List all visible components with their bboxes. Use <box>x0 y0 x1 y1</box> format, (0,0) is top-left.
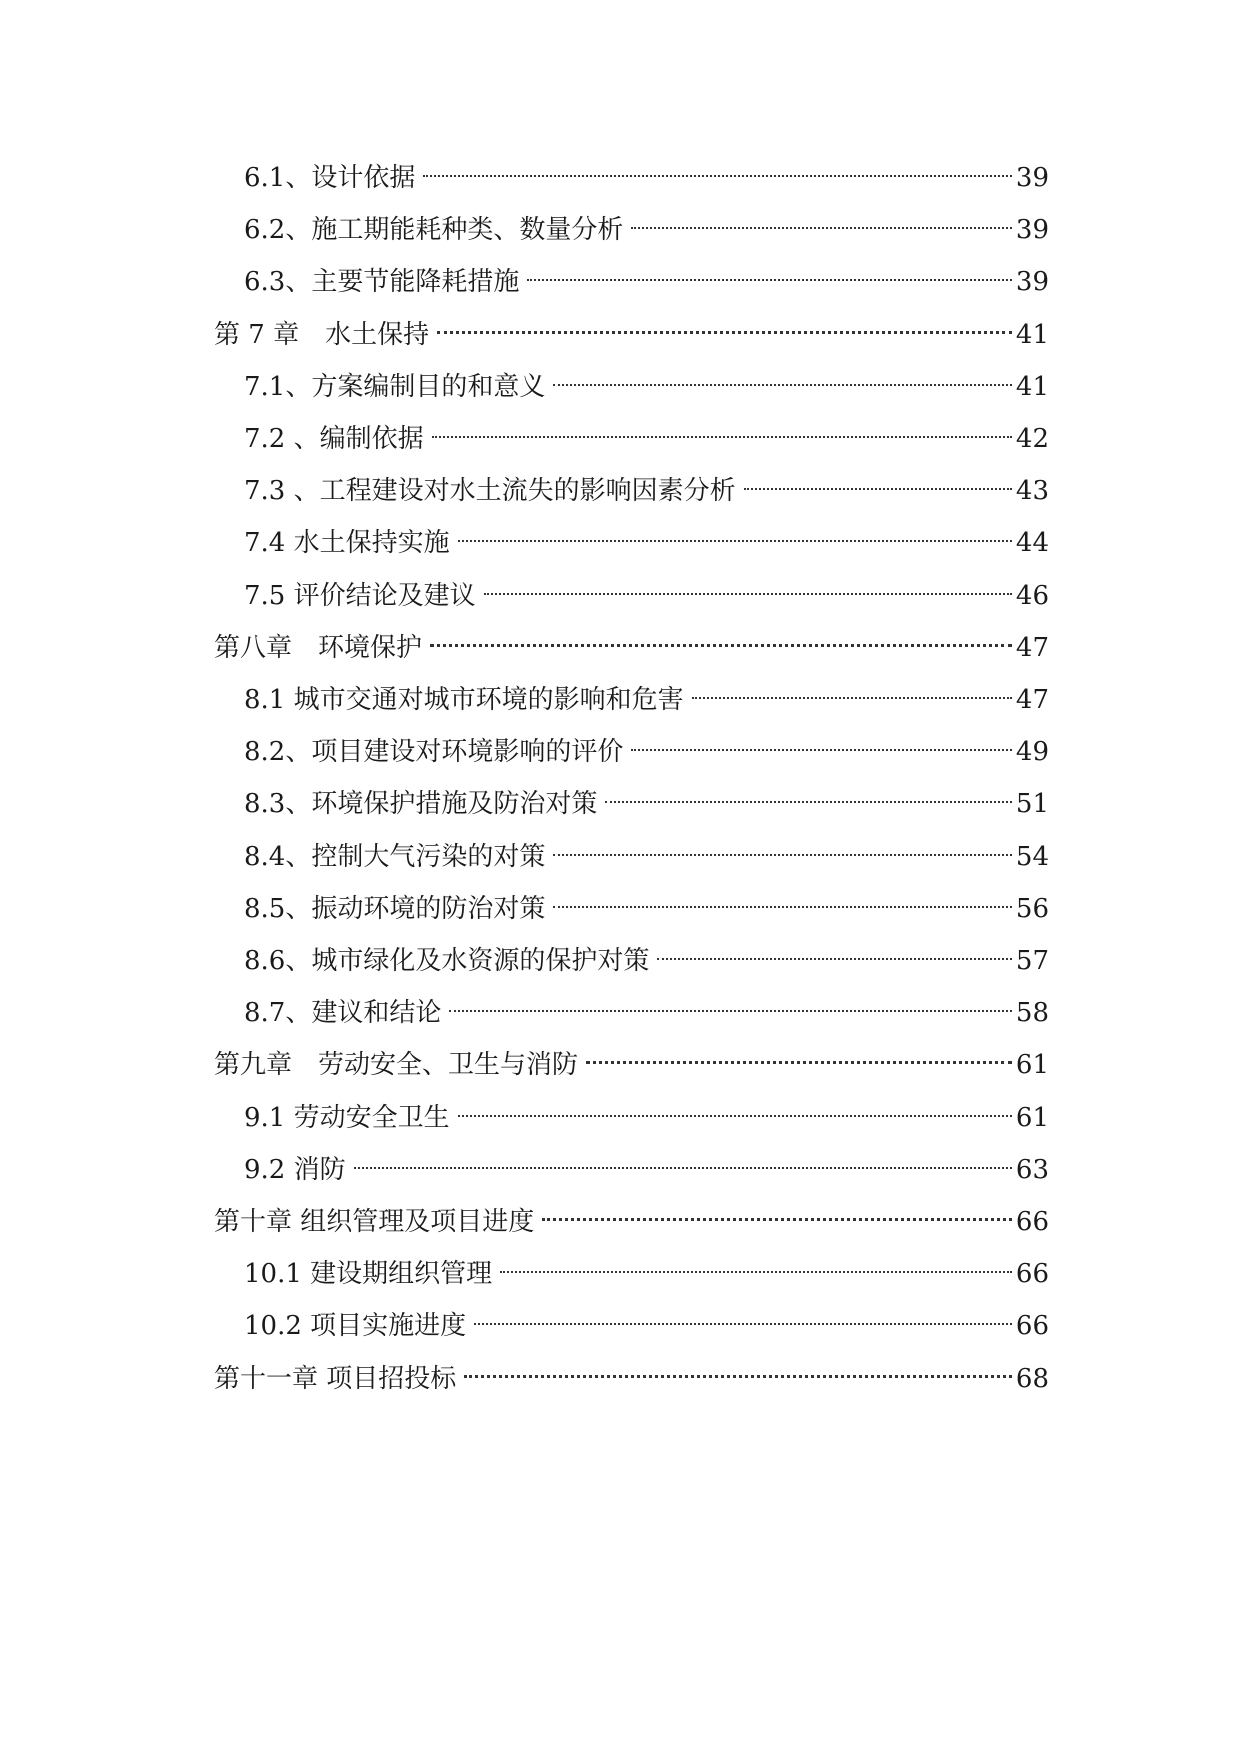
toc-chapter-entry <box>214 1190 1049 1237</box>
toc-entry-title: 第九章 劳动安全、卫生与消防 <box>214 1050 579 1081</box>
toc-page-number: 41 <box>1015 319 1049 350</box>
toc-page-number: 41 <box>1015 371 1049 402</box>
toc-section-entry <box>244 981 1049 1029</box>
toc-section-entry <box>244 1242 1049 1290</box>
toc-page-number: 61 <box>1015 1050 1049 1081</box>
toc-page-number: 66 <box>1015 1311 1049 1342</box>
toc-page-number: 56 <box>1015 893 1049 924</box>
toc-dot-leader <box>553 877 1012 917</box>
toc-page-number: 42 <box>1015 424 1049 454</box>
toc-page-number: 58 <box>1015 998 1049 1029</box>
toc-entry-title: 7.1、方案编制目的和意义 <box>244 371 546 402</box>
toc-page-number: 43 <box>1015 476 1049 507</box>
toc-chapter-entry <box>214 616 1049 663</box>
toc-dot-leader <box>458 1086 1012 1126</box>
toc-entry-title: 第十一章 项目招投标 <box>214 1363 457 1394</box>
toc-dot-leader <box>744 459 1012 499</box>
toc-section-entry <box>244 772 1049 820</box>
toc-dot-leader <box>586 1033 1012 1073</box>
toc-entry-title: 6.2、施工期能耗种类、数量分析 <box>244 215 624 246</box>
toc-entry-title: 10.1 建设期组织管理 <box>244 1259 493 1290</box>
toc-page-number: 39 <box>1015 267 1049 298</box>
toc-page-number: 39 <box>1015 163 1049 193</box>
toc-dot-leader <box>631 198 1012 238</box>
toc-section-entry <box>244 1086 1049 1133</box>
toc-section-entry <box>244 929 1049 976</box>
toc-page-number: 54 <box>1015 841 1049 872</box>
toc-section-entry <box>244 146 1049 193</box>
toc-dot-leader <box>553 355 1012 395</box>
toc-dot-leader <box>474 1294 1012 1334</box>
toc-entry-title: 7.2 、编制依据 <box>244 424 424 454</box>
toc-page-number: 44 <box>1015 528 1049 559</box>
toc-page-number: 68 <box>1015 1363 1049 1394</box>
toc-entry-title: 6.1、设计依据 <box>244 163 416 193</box>
toc-entry-title: 6.3、主要节能降耗措施 <box>244 267 520 298</box>
toc-dot-leader <box>692 668 1012 708</box>
toc-section-entry <box>244 407 1049 454</box>
toc-page-number: 39 <box>1015 215 1049 246</box>
toc-entry-title: 8.7、建议和结论 <box>244 998 442 1029</box>
toc-section-entry <box>244 511 1049 559</box>
toc-dot-leader <box>354 1138 1012 1178</box>
toc-chapter-entry <box>214 1347 1049 1394</box>
toc-entry-title: 8.1 城市交通对城市环境的影响和危害 <box>244 685 684 715</box>
toc-dot-leader <box>605 772 1012 812</box>
toc-chapter-entry <box>214 1033 1049 1081</box>
toc-section-entry <box>244 355 1049 402</box>
toc-page-number: 46 <box>1015 580 1049 611</box>
toc-entry-title: 7.3 、工程建设对水土流失的影响因素分析 <box>244 476 736 507</box>
toc-dot-leader <box>432 407 1012 447</box>
toc-entry-title: 9.1 劳动安全卫生 <box>244 1102 450 1133</box>
toc-page-number: 66 <box>1015 1259 1049 1290</box>
toc-section-entry <box>244 1138 1049 1185</box>
toc-page-number: 51 <box>1015 789 1049 820</box>
toc-dot-leader <box>657 929 1012 969</box>
toc-dot-leader <box>464 1347 1012 1387</box>
toc-dot-leader <box>631 720 1012 760</box>
toc-dot-leader <box>437 303 1012 343</box>
toc-dot-leader <box>484 564 1012 604</box>
toc-entry-title: 第 7 章 水土保持 <box>214 319 430 350</box>
toc-section-entry <box>244 198 1049 246</box>
toc-page-number: 63 <box>1015 1154 1049 1185</box>
toc-page-number: 49 <box>1015 737 1049 768</box>
toc-dot-leader <box>553 825 1012 865</box>
toc-entry-title: 8.4、控制大气污染的对策 <box>244 841 546 872</box>
toc-dot-leader <box>542 1190 1012 1230</box>
toc-entry-title: 8.3、环境保护措施及防治对策 <box>244 789 598 820</box>
toc-section-entry <box>244 250 1049 298</box>
toc-section-entry <box>244 825 1049 872</box>
toc-page-number: 47 <box>1015 632 1049 663</box>
toc-page-number: 61 <box>1015 1102 1049 1133</box>
toc-section-entry <box>244 720 1049 768</box>
toc-entry-title: 第八章 环境保护 <box>214 632 423 663</box>
toc-dot-leader <box>458 511 1012 551</box>
toc-entry-title: 9.2 消防 <box>244 1154 346 1185</box>
toc-dot-leader <box>430 616 1012 656</box>
toc-section-entry <box>244 459 1049 507</box>
toc-dot-leader <box>423 146 1012 186</box>
toc-page-number: 47 <box>1015 685 1049 715</box>
toc-entry-title: 8.2、项目建设对环境影响的评价 <box>244 737 624 768</box>
toc-section-entry <box>244 564 1049 611</box>
toc-page-number: 57 <box>1015 946 1049 976</box>
toc-entry-title: 8.6、城市绿化及水资源的保护对策 <box>244 946 650 976</box>
toc-entry-title: 7.5 评价结论及建议 <box>244 580 476 611</box>
toc-dot-leader <box>500 1242 1012 1282</box>
toc-entry-title: 10.2 项目实施进度 <box>244 1311 467 1342</box>
toc-dot-leader <box>527 250 1012 290</box>
toc-section-entry <box>244 668 1049 715</box>
toc-page-number: 66 <box>1015 1207 1049 1237</box>
toc-dot-leader <box>449 981 1012 1021</box>
toc-entry-title: 8.5、振动环境的防治对策 <box>244 893 546 924</box>
toc-entry-title: 7.4 水土保持实施 <box>244 528 450 559</box>
toc-chapter-entry <box>214 303 1049 350</box>
toc-section-entry <box>244 1294 1049 1342</box>
toc-section-entry <box>244 877 1049 924</box>
toc-entry-title: 第十章 组织管理及项目进度 <box>214 1207 535 1237</box>
